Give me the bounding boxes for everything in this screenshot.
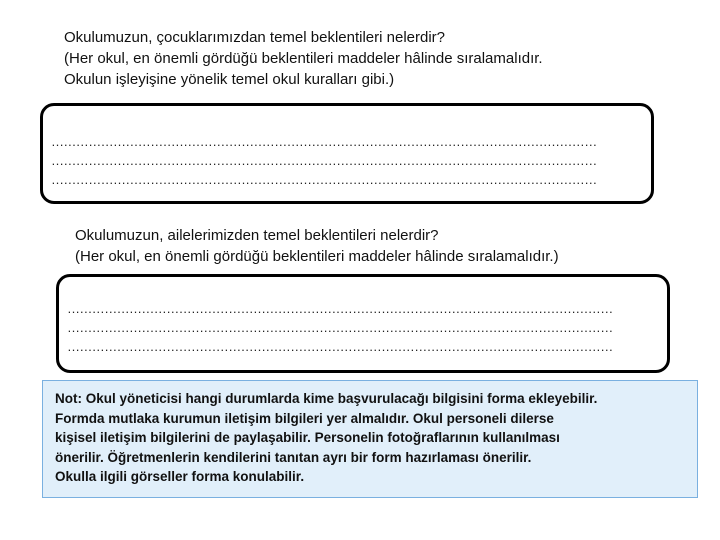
answer-dotted-line: …………………………………………………………………………………………………………………… [67,301,613,316]
question-text-line: Okulumuzun, çocuklarımızdan temel beklentileri nelerdir? [64,29,446,46]
answer-dotted-line: …………………………………………………………………………………………………………………… [67,320,613,335]
question-text-line: Okulun işleyişine yönelik temel okul kuralları gibi.) [64,71,395,88]
answer-box-parents[interactable] [56,274,670,373]
answer-box-children[interactable] [40,103,654,204]
note-text-line: önerilir. Öğretmenlerin kendilerini tanıtan ayrı bir form hazırlaması önerilir. [55,449,532,465]
question-text-line: (Her okul, en önemli gördüğü beklentileri maddeler hâlinde sıralamalıdır.) [75,248,559,265]
note-box [42,380,698,498]
question-text-line: (Her okul, en önemli gördüğü beklentileri maddeler hâlinde sıralamalıdır. [64,50,543,67]
answer-dotted-line: …………………………………………………………………………………………………………………… [51,134,597,149]
note-text-line: Not: Okul yöneticisi hangi durumlarda kime başvurulacağı bilgisini forma ekleyebilir. [55,391,598,406]
answer-dotted-line: …………………………………………………………………………………………………………………… [51,153,597,168]
answer-dotted-line: …………………………………………………………………………………………………………………… [67,339,613,354]
question-children-expectations [64,27,543,90]
note-text-line: Okulla ilgili görseller forma konulabilir. [55,469,305,484]
question-parents-expectations [75,225,559,267]
note-text-line: Formda mutlaka kurumun iletişim bilgileri yer almalıdır. Okul personeli dilerse [55,410,554,426]
question-text-line: Okulumuzun, ailelerimizden temel beklentileri nelerdir? [75,227,439,244]
note-text-line: kişisel iletişim bilgilerini de paylaşabilir. Personelin fotoğraflarının kullanılması [55,430,560,445]
answer-dotted-line: …………………………………………………………………………………………………………………… [51,172,597,187]
